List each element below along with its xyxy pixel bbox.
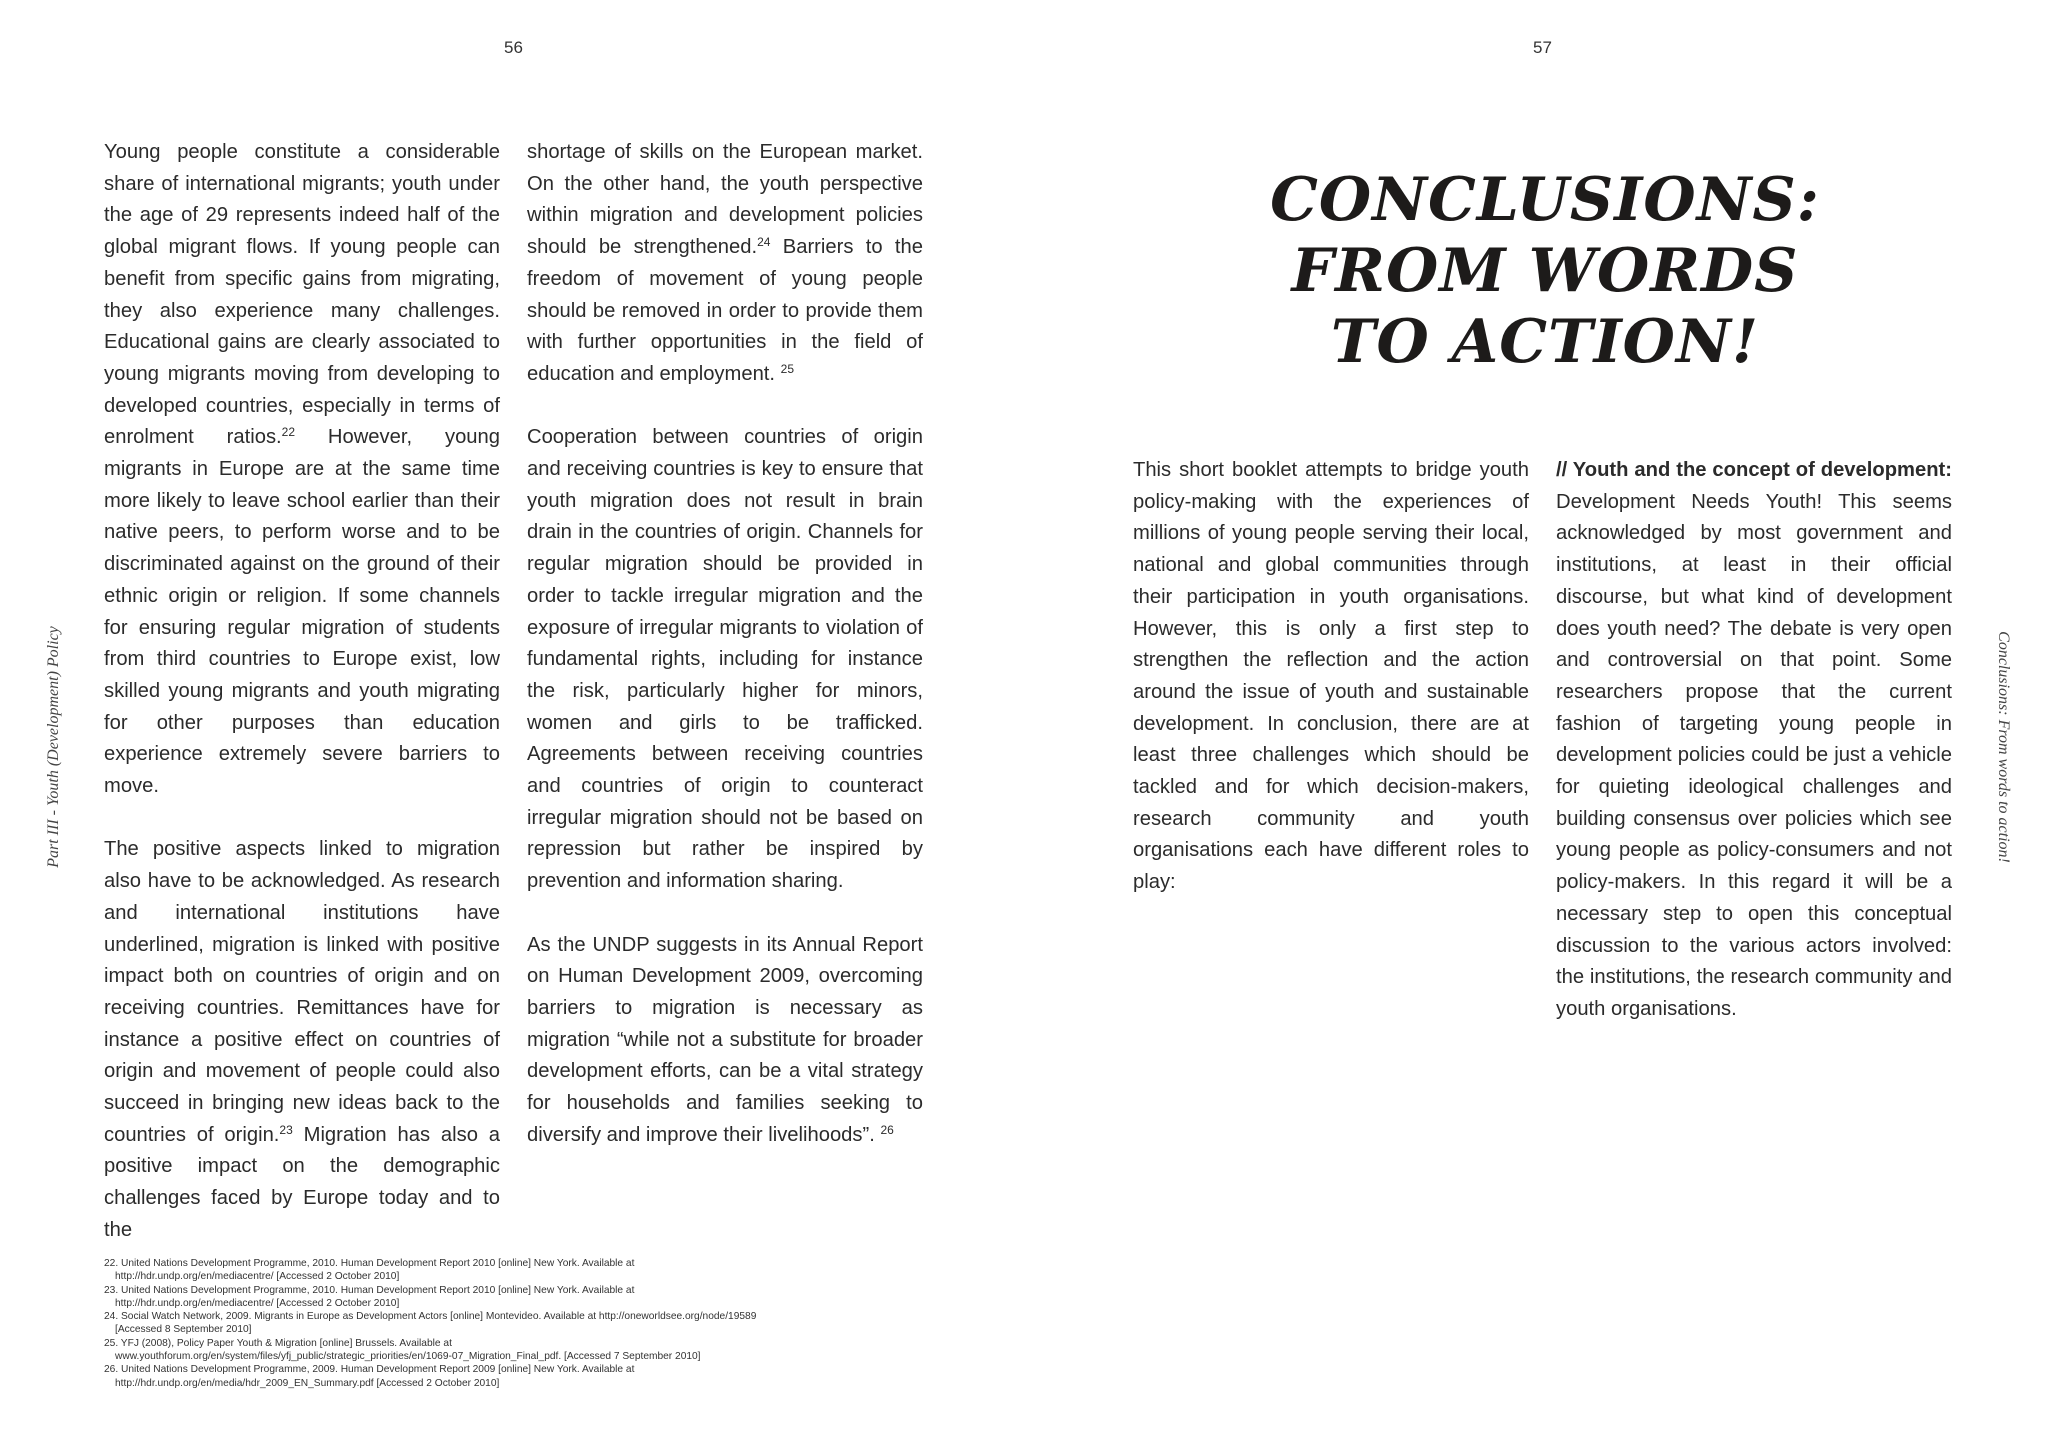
footnote-line: 26. United Nations Development Programme, 2009. Human Development Report 2009 [online] New York. Available at [104, 1364, 635, 1376]
text-run: Barriers to the freedom of movement of young people should be removed in order to provide them with further opportunities in the field of education and employment. [527, 236, 923, 385]
text-run: The positive aspects linked to migration also have to be acknowledged. As research and international institutions have underlined, migration is linked with positive impact both on countries of origin and on receiving countries. Remittances have for instance a positive effect on countries of origin and movement of people could also succeed in bringing new ideas back to the countries of origin. [104, 838, 500, 1146]
paragraph [104, 137, 500, 803]
footnote [104, 1284, 924, 1311]
text-run: Young people constitute a considerable share of international migrants; youth under the age of 29 represents indeed half of the global migrant flows. If young people can benefit from specific gains from migrating, they also experience many challenges. Educational gains are clearly associated to young migrants moving from developing to developed countries, especially in terms of enrolment ratios. [104, 141, 500, 449]
footnote-ref: 25 [780, 361, 794, 376]
footnote-line: [Accessed 8 September 2010] [115, 1324, 252, 1336]
paragraph: This short booklet attempts to bridge youth policy-making with the experiences of millions of young people serving their local, national and global communities through their participation in youth organisations. However, this is only a first step to strengthen the reflection and the action around the issue of youth and sustainable development. In conclusion, there are at least three challenges which should be tackled and for which decision-makers, research community and youth organisations each have different roles to play: [1133, 459, 1529, 894]
section-lead: // Youth and the concept of development: [1556, 459, 1952, 481]
footnote [104, 1257, 924, 1284]
text-run: Development Needs Youth! This seems acknowledged by most government and institutions, at least in their official discourse, but what kind of development does youth need? The debate is very open and controversial on that point. Some researchers propose that the current fashion of targeting young people in development policies could be just a vehicle for quieting ideological challenges and building consensus over policies which see young people as policy-consumers and not policy-makers. In this regard it will be a necessary step to open this conceptual discussion to the various actors involved: the institutions, the research community and youth organisations. [1556, 490, 1952, 1020]
heading-line: CONCLUSIONS: [1270, 165, 1820, 235]
footnote-line: http://hdr.undp.org/en/mediacentre/ [Accessed 2 October 2010] [115, 1297, 400, 1309]
paragraph [1556, 455, 1952, 1026]
right-page-column-2 [1556, 455, 1952, 1026]
footnote-line: http://hdr.undp.org/en/mediacentre/ [Accessed 2 October 2010] [115, 1271, 400, 1283]
running-head-left: Part III - Youth (Development) Policy [45, 626, 62, 868]
footnote-line: 24. Social Watch Network, 2009. Migrants in Europe as Development Actors [online] Montevideo. Available at http://oneworldsee.org/node/19589 [104, 1311, 757, 1323]
right-page-column-1 [1133, 455, 1529, 899]
running-head-right: Conclusions: From words to action! [1995, 631, 2012, 863]
footnote-line: www.youthforum.org/en/system/files/yfj_public/strategic_priorities/en/1069-07_Migration_Final_pdf. [Accessed 7 September 2010] [115, 1351, 701, 1363]
left-page-column-2 [527, 137, 923, 1151]
footnote-ref: 22 [281, 425, 296, 440]
footnote-ref: 24 [757, 235, 771, 250]
footnote-line: 22. United Nations Development Programme, 2010. Human Development Report 2010 [online] New York. Available at [104, 1258, 635, 1269]
footnote-line: 23. United Nations Development Programme, 2010. Human Development Report 2010 [online] New York. Available at [104, 1284, 635, 1296]
page-number-right: 57 [1533, 38, 1552, 57]
heading-line: TO ACTION! [1330, 307, 1760, 377]
page-number-left: 56 [504, 38, 523, 57]
footnote-line: 25. YFJ (2008), Policy Paper Youth & Migration [online] Brussels. Available at [104, 1337, 452, 1349]
footnote [104, 1363, 924, 1390]
text-run: Migration has also a positive impact on the demographic challenges faced by Europe today and to the [104, 1123, 500, 1241]
paragraph [527, 930, 923, 1152]
paragraph: Cooperation between countries of origin and receiving countries is key to ensure that youth migration does not result in brain drain in the countries of origin. Channels for regular migration should be provided in order to tackle irregular migration and the exposure of irregular migrants to violation of fundamental rights, including for instance the risk, particularly higher for minors, women and girls to be trafficked. Agreements between receiving countries and countries of origin to counteract irregular migration should not be based on repression but rather be inspired by prevention and information sharing. [527, 426, 923, 893]
text-run: As the UNDP suggests in its Annual Report on Human Development 2009, overcoming barriers to migration is necessary as migration “while not a substitute for broader development efforts, can be a vital strategy for households and families seeking to diversify and improve their livelihoods”. [527, 933, 923, 1146]
footnote [104, 1337, 924, 1364]
footnotes [104, 1257, 924, 1390]
paragraph [104, 834, 500, 1246]
paragraph [527, 137, 923, 391]
left-page-column-1 [104, 137, 500, 1247]
footnote [104, 1310, 924, 1337]
footnote-ref: 26 [880, 1122, 894, 1137]
text-run: shortage of skills on the European market. On the other hand, the youth perspective within migration and development policies should be strengthened. [527, 141, 923, 259]
text-run: However, young migrants in Europe are at the same time more likely to leave school earlier than their native peers, to perform worse and to be discriminated against on the ground of their ethnic origin or religion. If some channels for ensuring regular migration of students from third countries to Europe exist, low skilled young migrants and youth migrating for other purposes than education experience extremely severe barriers to move. [104, 426, 500, 798]
chapter-heading [1195, 165, 1895, 378]
footnote-ref: 23 [279, 1122, 293, 1137]
heading-line: FROM WORDS [1291, 236, 1799, 306]
footnote-line: http://hdr.undp.org/en/media/hdr_2009_EN_Summary.pdf [Accessed 2 October 2010] [115, 1377, 500, 1389]
